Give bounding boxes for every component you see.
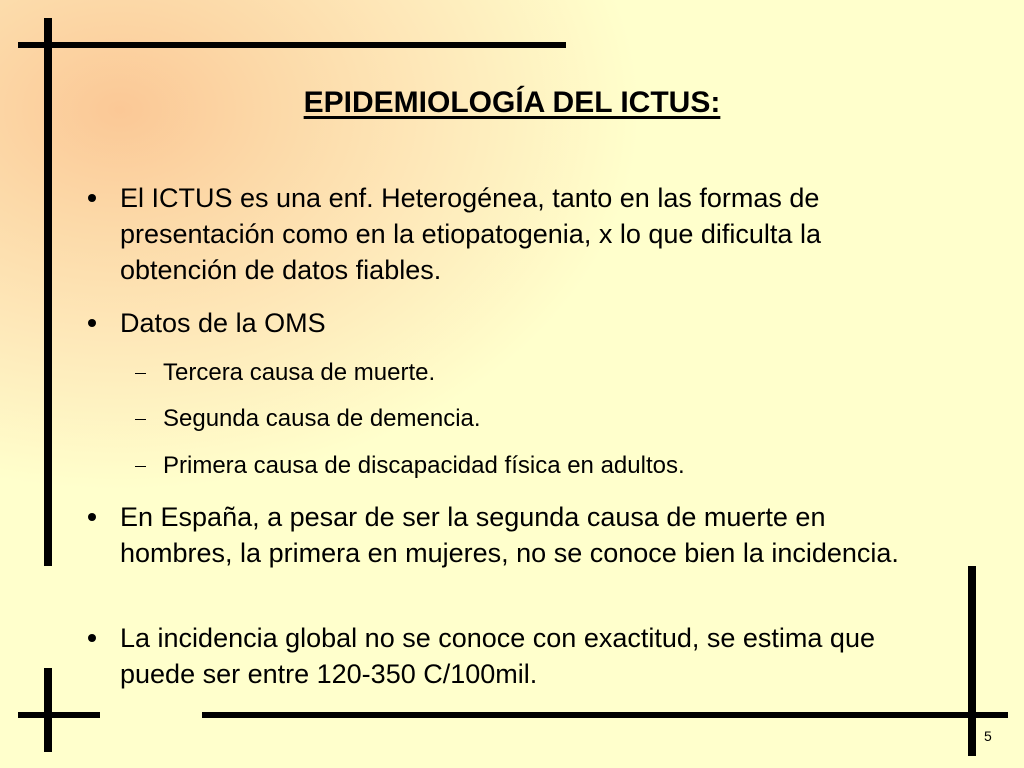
bullet-dot-icon (88, 634, 96, 642)
sub-item (163, 450, 923, 482)
sub-item-text: Segunda causa de demencia. (163, 405, 481, 432)
dash-icon (135, 373, 146, 374)
sub-item (163, 403, 923, 435)
sub-item (163, 357, 923, 389)
bullet-text: La incidencia global no se conoce con exactitud, se estima que puede ser entre 120-350 C/100mil. (120, 623, 875, 689)
bullet-item (120, 305, 940, 341)
dash-icon (135, 466, 146, 467)
bullet-text: El ICTUS es una enf. Heterogénea, tanto en las formas de presentación como en la etiopatogenia, x lo que dificulta la obtención de datos fiables. (120, 183, 821, 285)
bullet-item (120, 180, 940, 288)
bullet-dot-icon (88, 513, 96, 521)
sub-item-text: Primera causa de discapacidad física en adultos. (163, 452, 685, 479)
bullet-text: En España, a pesar de ser la segunda causa de muerte en hombres, la primera en mujeres, no se conoce bien la incidencia. (120, 502, 899, 568)
bullet-item (120, 499, 940, 571)
page-number: 5 (984, 728, 992, 744)
bullet-dot-icon (88, 319, 96, 327)
bullet-item (120, 620, 940, 692)
bullet-dot-icon (88, 194, 96, 202)
slide-title-text: EPIDEMIOLOGÍA DEL ICTUS: (303, 86, 721, 119)
sub-item-text: Tercera causa de muerte. (163, 359, 436, 386)
dash-icon (135, 419, 146, 420)
bullet-text: Datos de la OMS (120, 308, 326, 338)
